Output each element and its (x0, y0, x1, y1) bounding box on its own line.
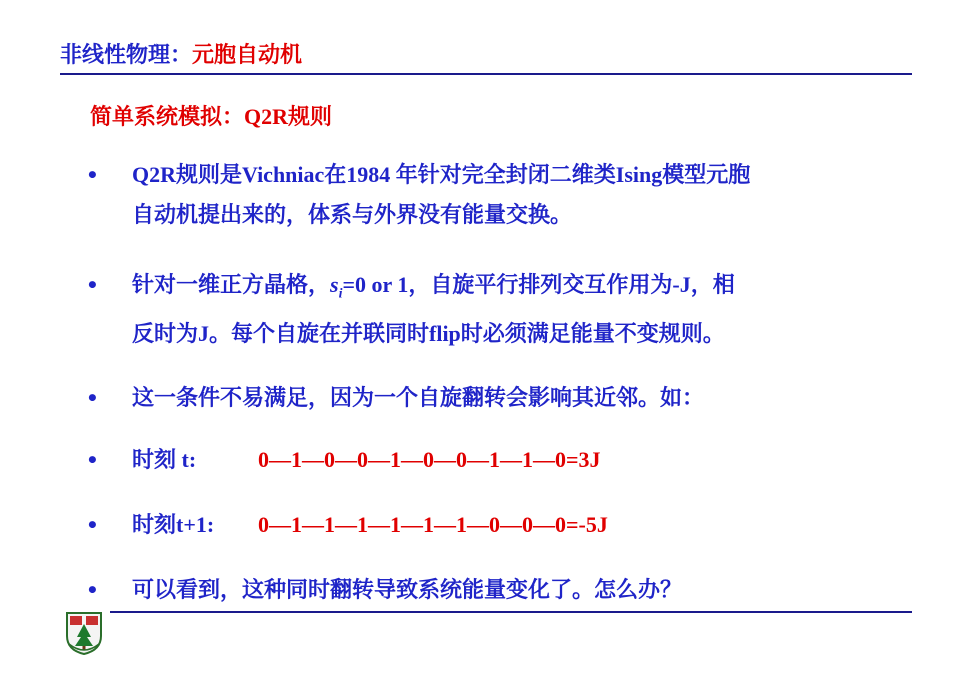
time-t-label: 时刻 t: (132, 447, 197, 472)
bullet-4 (86, 440, 926, 480)
time-t1-sequence: 0—1—1—1—1—1—1—0—0—0=-5J (258, 512, 608, 537)
bullet-2-line-1 (132, 265, 926, 314)
bullet-2-post: =0 or 1，自旋平行排列交互作用为-J，相 (342, 272, 735, 297)
bullet-5 (86, 505, 926, 545)
bullet-6-text: 可以看到，这种同时翻转导致系统能量变化了。怎么办？ (132, 577, 683, 602)
bullet-1 (86, 155, 926, 235)
bullet-dot: • (86, 386, 99, 410)
bullet-dot: • (86, 448, 99, 472)
bullet-dot: • (86, 273, 99, 297)
bullet-dot: • (86, 513, 99, 537)
bullet-2 (86, 265, 926, 354)
bullet-3-text: 这一条件不易满足，因为一个自旋翻转会影响其近邻。如： (132, 385, 705, 410)
bullet-dot: • (86, 578, 99, 602)
spin-symbol: s (330, 272, 339, 297)
bullet-2-pre: 针对一维正方晶格， (132, 272, 331, 297)
bullet-dot: • (86, 163, 99, 187)
bullet-1-line-2: 自动机提出来的，体系与外界没有能量交换。 (132, 202, 573, 227)
bullet-2-line-2: 反时为J。每个自旋在并联同时flip时必须满足能量不变规则。 (132, 321, 725, 347)
subtitle-latin: Q2R (244, 104, 289, 129)
header-prefix: 非线性物理： (60, 43, 193, 68)
spin-subscript: i (338, 286, 343, 302)
time-t-sequence: 0—1—0—0—1—0—0—1—1—0=3J (258, 447, 601, 472)
slide-header (60, 38, 302, 69)
bullet-3 (86, 378, 926, 418)
subtitle-cn: 简单系统模拟： (90, 105, 245, 130)
subtitle-suffix: 规则 (288, 105, 333, 130)
top-divider (60, 73, 912, 75)
bullet-6 (86, 570, 926, 610)
header-title: 元胞自动机 (192, 43, 303, 68)
bullet-1-line-1: Q2R规则是Vichniac在1984 年针对完全封闭二维类Ising模型元胞 (132, 162, 751, 187)
university-crest-icon (64, 610, 104, 656)
slide-subtitle (90, 100, 332, 131)
time-t1-label: 时刻t+1: (132, 512, 215, 537)
bottom-divider (110, 611, 912, 613)
